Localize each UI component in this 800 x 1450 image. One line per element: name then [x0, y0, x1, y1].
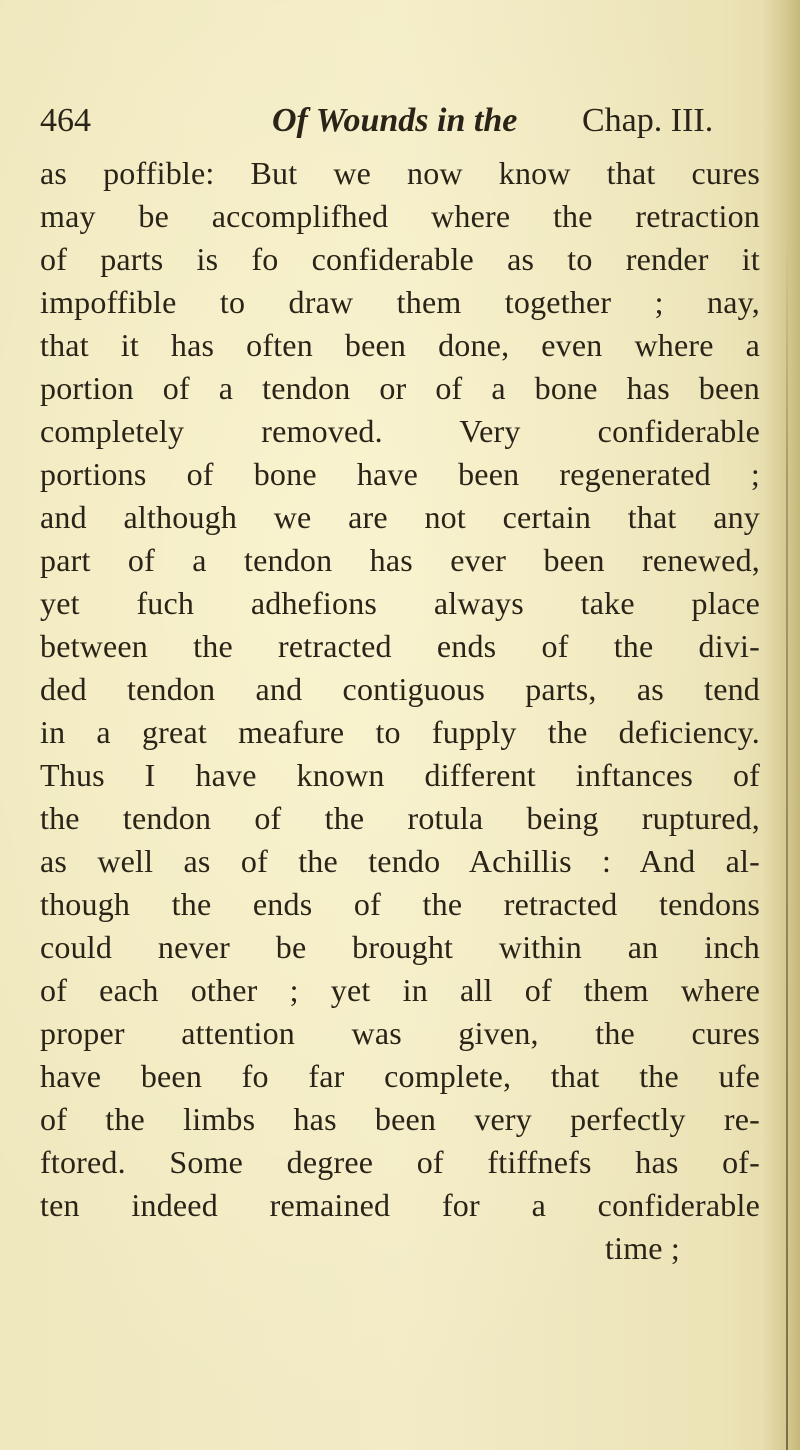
text-line: portions of bone have been regenerated ; [40, 456, 760, 492]
text-line: could never be brought within an inch [40, 929, 760, 965]
catchword-line: time ; [605, 1230, 680, 1266]
text-line: the tendon of the rotula being ruptured, [40, 800, 760, 836]
text-line: between the retracted ends of the divi- [40, 628, 760, 664]
page-number: 464 [40, 102, 91, 139]
text-line: ten indeed remained for a confiderable [40, 1187, 760, 1223]
text-line: yet fuch adhefions always take place [40, 585, 760, 621]
text-line: ded tendon and contiguous parts, as tend [40, 671, 760, 707]
running-title: Of Wounds in the [272, 102, 518, 139]
text-line: as poffible: But we now know that cures [40, 155, 760, 191]
text-line: of the limbs has been very perfectly re- [40, 1101, 760, 1137]
text-line: as well as of the tendo Achillis : And al- [40, 843, 760, 879]
text-line: Thus I have known different inftances of [40, 757, 760, 793]
text-line: impoffible to draw them together ; nay, [40, 284, 760, 320]
text-line: of each other ; yet in all of them where [40, 972, 760, 1008]
text-line: and although we are not certain that any [40, 499, 760, 535]
body-text [40, 152, 760, 1270]
text-line: that it has often been done, even where a [40, 327, 760, 363]
running-header [40, 100, 760, 148]
text-line: completely removed. Very confiderable [40, 413, 760, 449]
page-edge-shadow [762, 0, 800, 1450]
text-line: of parts is fo confiderable as to render it [40, 241, 760, 277]
chapter-label: Chap. III. [582, 102, 714, 139]
text-line: ftored. Some degree of ftiffnefs has of- [40, 1144, 760, 1180]
text-line: though the ends of the retracted tendons [40, 886, 760, 922]
text-line: may be accomplifhed where the retraction [40, 198, 760, 234]
text-line: proper attention was given, the cures [40, 1015, 760, 1051]
text-line: portion of a tendon or of a bone has been [40, 370, 760, 406]
page-gutter-line [786, 240, 788, 1450]
text-line: in a great meafure to fupply the deficiency. [40, 714, 760, 750]
text-line: part of a tendon has ever been renewed, [40, 542, 760, 578]
text-line: have been fo far complete, that the ufe [40, 1058, 760, 1094]
